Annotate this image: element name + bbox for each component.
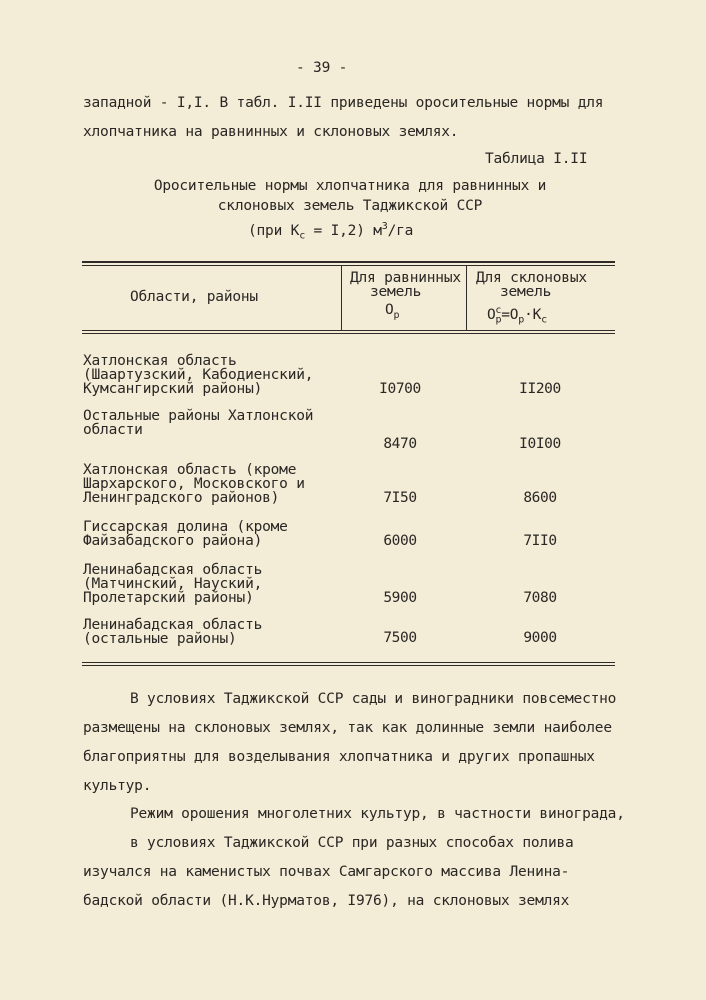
body-p1-line-1: В условиях Таджикской ССР сады и виноградники повсеместно bbox=[130, 691, 617, 707]
table-title-line-1: Оросительные нормы хлопчатника для равнинных и bbox=[153, 178, 547, 194]
intro-line-2: хлопчатника на равнинных и склоновых землях. bbox=[83, 124, 459, 140]
table-row-1-region-line-3: Кумсангирский районы) bbox=[83, 381, 263, 397]
table-header-rule-2 bbox=[82, 333, 615, 334]
header-plain-symbol: $О_р$ bbox=[385, 302, 400, 321]
table-top-rule-2 bbox=[82, 265, 615, 266]
body-p2-line-1: Режим орошения многолетних культур, в частности винограда, bbox=[130, 806, 625, 822]
table-row-6-slope: 9000 bbox=[523, 630, 557, 646]
table-row-2-region-line-1: Остальные районы Хатлонской bbox=[83, 408, 314, 424]
header-regions: Области, районы bbox=[130, 289, 258, 305]
table-row-1-slope: II200 bbox=[519, 381, 561, 397]
table-row-6-region-line-2: (остальные районы) bbox=[83, 631, 237, 647]
body-p2-line-3: изучался на каменистых почвах Самгарского массива Ленина- bbox=[83, 864, 570, 880]
page-number: - 39 - bbox=[296, 60, 348, 76]
table-top-rule bbox=[82, 261, 615, 263]
table-header-rule bbox=[82, 330, 615, 331]
table-row-5-region-line-2: (Матчинский, Науский, bbox=[83, 576, 263, 592]
table-row-5-slope: 7080 bbox=[523, 590, 557, 606]
body-p2-line-4: бадской области (Н.К.Нурматов, I976), на склоновых землях bbox=[83, 893, 570, 909]
table-row-4-plain: 6000 bbox=[383, 533, 417, 549]
header-slope-line-1: Для склоновых bbox=[476, 270, 587, 286]
table-row-4-region-line-1: Гиссарская долина (кроме bbox=[83, 519, 288, 535]
header-slope-formula: $О_р^с=О_р\cdot К_с$ bbox=[487, 305, 547, 326]
table-row-2-slope: I0I00 bbox=[519, 436, 561, 452]
table-row-3-region-line-1: Хатлонская область (кроме bbox=[83, 462, 297, 478]
table-bottom-rule-2 bbox=[82, 665, 615, 666]
table-row-1-region-line-1: Хатлонская область bbox=[83, 353, 237, 369]
table-row-3-plain: 7I50 bbox=[383, 490, 417, 506]
table-row-3-region-line-3: Ленинградского районов) bbox=[83, 490, 280, 506]
table-row-2-plain: 8470 bbox=[383, 436, 417, 452]
body-p1-line-4: культур. bbox=[83, 778, 152, 794]
table-row-4-region-line-2: Файзабадского района) bbox=[83, 533, 263, 549]
table-title-line-3: (при $К_с = I,2$) $м^3/га$ bbox=[248, 221, 414, 242]
table-row-6-plain: 7500 bbox=[383, 630, 417, 646]
body-p1-line-3: благоприятны для возделывания хлопчатника и других пропашных bbox=[83, 749, 595, 765]
intro-line-1: западной - I,I. В табл. I.II приведены оросительные нормы для bbox=[83, 95, 604, 111]
table-row-4-slope: 7II0 bbox=[523, 533, 557, 549]
table-row-6-region-line-1: Ленинабадская область bbox=[83, 617, 263, 633]
table-row-5-region-line-1: Ленинабадская область bbox=[83, 562, 263, 578]
table-row-5-plain: 5900 bbox=[383, 590, 417, 606]
table-row-3-slope: 8600 bbox=[523, 490, 557, 506]
table-row-5-region-line-3: Пролетарский районы) bbox=[83, 590, 254, 606]
table-row-2-region-line-2: области bbox=[83, 422, 143, 438]
column-divider-2 bbox=[466, 266, 467, 331]
table-row-1-region-line-2: (Шаартузский, Кабодиенский, bbox=[83, 367, 314, 383]
table-bottom-rule bbox=[82, 662, 615, 663]
body-p2-line-2: в условиях Таджикской ССР при разных способах полива bbox=[130, 835, 574, 851]
table-label: Таблица I.II bbox=[485, 151, 588, 167]
table-row-3-region-line-2: Шархарского, Московского и bbox=[83, 476, 305, 492]
column-divider-1 bbox=[341, 266, 342, 331]
table-title-line-2: склоновых земель Таджикской ССР bbox=[217, 198, 483, 214]
header-slope-line-2: земель bbox=[500, 284, 552, 300]
header-plain-line-2: земель bbox=[370, 284, 422, 300]
body-p1-line-2: размещены на склоновых землях, так как долинные земли наиболее bbox=[83, 720, 612, 736]
header-plain-line-1: Для равнинных bbox=[350, 270, 461, 286]
table-row-1-plain: I0700 bbox=[379, 381, 421, 397]
